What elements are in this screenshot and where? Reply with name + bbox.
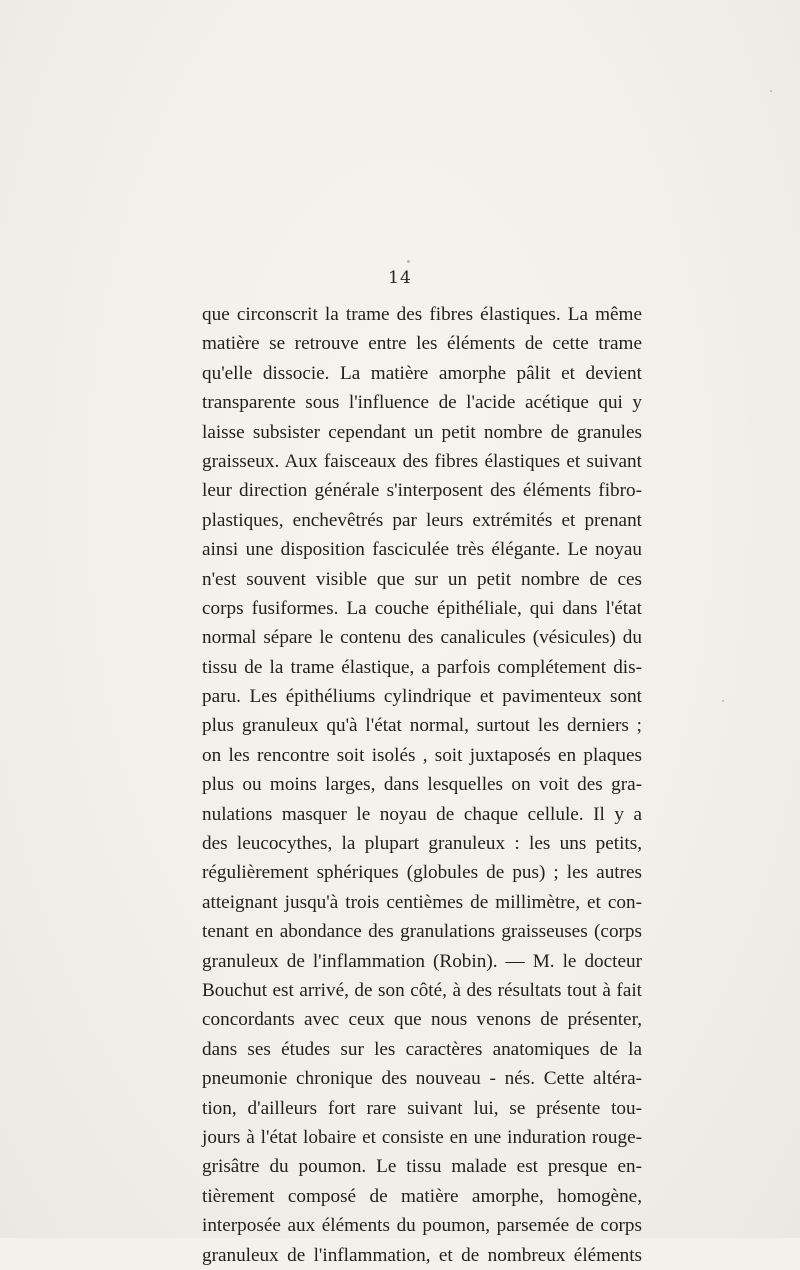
text-line: tissu de la trame élastique, a parfois complétement dis- xyxy=(202,656,642,678)
text-line: granuleux de l'inflammation, et de nombreux éléments xyxy=(202,1244,642,1266)
text-line: normal sépare le contenu des canalicules (vésicules) du xyxy=(202,627,642,649)
text-line: n'est souvent visible que sur un petit nombre de ces xyxy=(202,568,642,590)
paper-speck xyxy=(407,260,410,263)
text-line: laisse subsister cependant un petit nombre de granules xyxy=(202,421,642,443)
text-line: pneumonie chronique des nouveau - nés. Cette altéra- xyxy=(202,1068,642,1090)
text-line: on les rencontre soit isolés , soit juxtaposés en plaques xyxy=(202,744,642,766)
text-line: corps fusiformes. La couche épithéliale, qui dans l'état xyxy=(202,597,642,619)
text-line: Bouchut est arrivé, de son côté, à des résultats tout à fait xyxy=(202,979,642,1001)
text-line: tenant en abondance des granulations graisseuses (corps xyxy=(202,921,642,943)
text-line: paru. Les épithéliums cylindrique et pavimenteux sont xyxy=(202,686,642,708)
text-line: nulations masquer le noyau de chaque cellule. Il y a xyxy=(202,803,642,825)
text-line: tion, d'ailleurs fort rare suivant lui, se présente tou- xyxy=(202,1097,642,1119)
text-line: atteignant jusqu'à trois centièmes de millimètre, et con- xyxy=(202,891,642,913)
text-line: dans ses études sur les caractères anatomiques de la xyxy=(202,1038,642,1060)
text-line: tièrement composé de matière amorphe, homogène, xyxy=(202,1185,642,1207)
text-line: concordants avec ceux que nous venons de présenter, xyxy=(202,1009,642,1031)
page-number: 14 xyxy=(388,268,412,288)
text-line: que circonscrit la trame des fibres élastiques. La même xyxy=(202,304,642,325)
paper-speck xyxy=(722,700,724,702)
text-line: matière se retrouve entre les éléments de cette trame xyxy=(202,333,642,355)
text-line: granuleux de l'inflammation (Robin). — M. le docteur xyxy=(202,950,642,972)
text-line: interposée aux éléments du poumon, parsemée de corps xyxy=(202,1215,642,1237)
text-line: régulièrement sphériques (globules de pus) ; les autres xyxy=(202,862,642,884)
text-line: ainsi une disposition fasciculée très élégante. Le noyau xyxy=(202,539,642,561)
paper-speck xyxy=(770,90,772,92)
text-line: plus granuleux qu'à l'état normal, surtout les derniers ; xyxy=(202,715,642,737)
text-line: transparente sous l'influence de l'acide acétique qui y xyxy=(202,392,642,414)
text-line: plus ou moins larges, dans lesquelles on voit des gra- xyxy=(202,774,642,796)
text-line: des leucocythes, la plupart granuleux : les uns petits, xyxy=(202,833,642,855)
text-line: jours à l'état lobaire et consiste en une induration rouge- xyxy=(202,1126,642,1148)
text-line: qu'elle dissocie. La matière amorphe pâlit et devient xyxy=(202,362,642,384)
text-line: graisseux. Aux faisceaux des fibres élastiques et suivant xyxy=(202,450,642,472)
body-text xyxy=(202,300,642,1270)
text-line: leur direction générale s'interposent des éléments fibro- xyxy=(202,480,642,502)
text-line: plastiques, enchevêtrés par leurs extrémités et prenant xyxy=(202,509,642,531)
text-line: grisâtre du poumon. Le tissu malade est presque en- xyxy=(202,1156,642,1178)
